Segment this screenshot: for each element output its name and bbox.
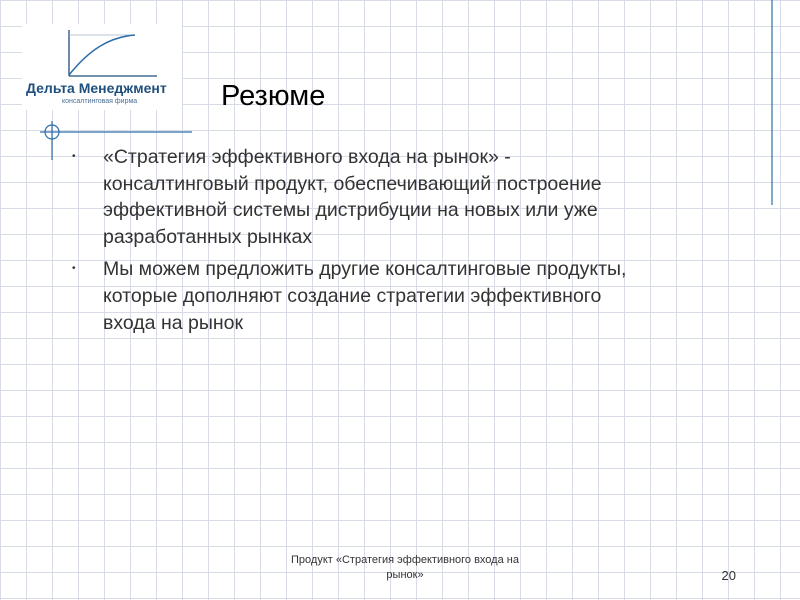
page-number: 20 [721,568,736,583]
footer-product-name [250,553,560,583]
footer-line: Продукт «Стратегия эффективного входа на [291,554,519,566]
bullet-icon: • [72,263,76,275]
logo-name: Дельта Менеджмент [26,80,167,96]
bullet-line: входа на рынок [103,311,243,334]
footer-line: рынок» [386,569,424,581]
page-title: Резюме [221,80,326,112]
bullet-line: эффективной системы дистрибуции на новых или уже [103,199,598,222]
logo-tagline: консалтинговая фирма [62,98,138,105]
curve-logo-icon [67,28,159,78]
bullet-item [70,144,730,250]
bullet-item [70,256,730,336]
bullet-line: Мы можем предложить другие консалтинговые продукты, [103,258,627,281]
bullet-line: разработанных рынках [103,225,313,248]
bullet-line: консалтинговый продукт, обеспечивающий построение [103,172,602,195]
bullet-line: которые дополняют создание стратегии эффективного [103,284,602,307]
company-logo [22,24,182,110]
bullet-list [70,144,730,342]
bullet-icon: • [72,151,76,162]
bullet-line: «Стратегия эффективного входа на рынок» - [103,146,511,168]
